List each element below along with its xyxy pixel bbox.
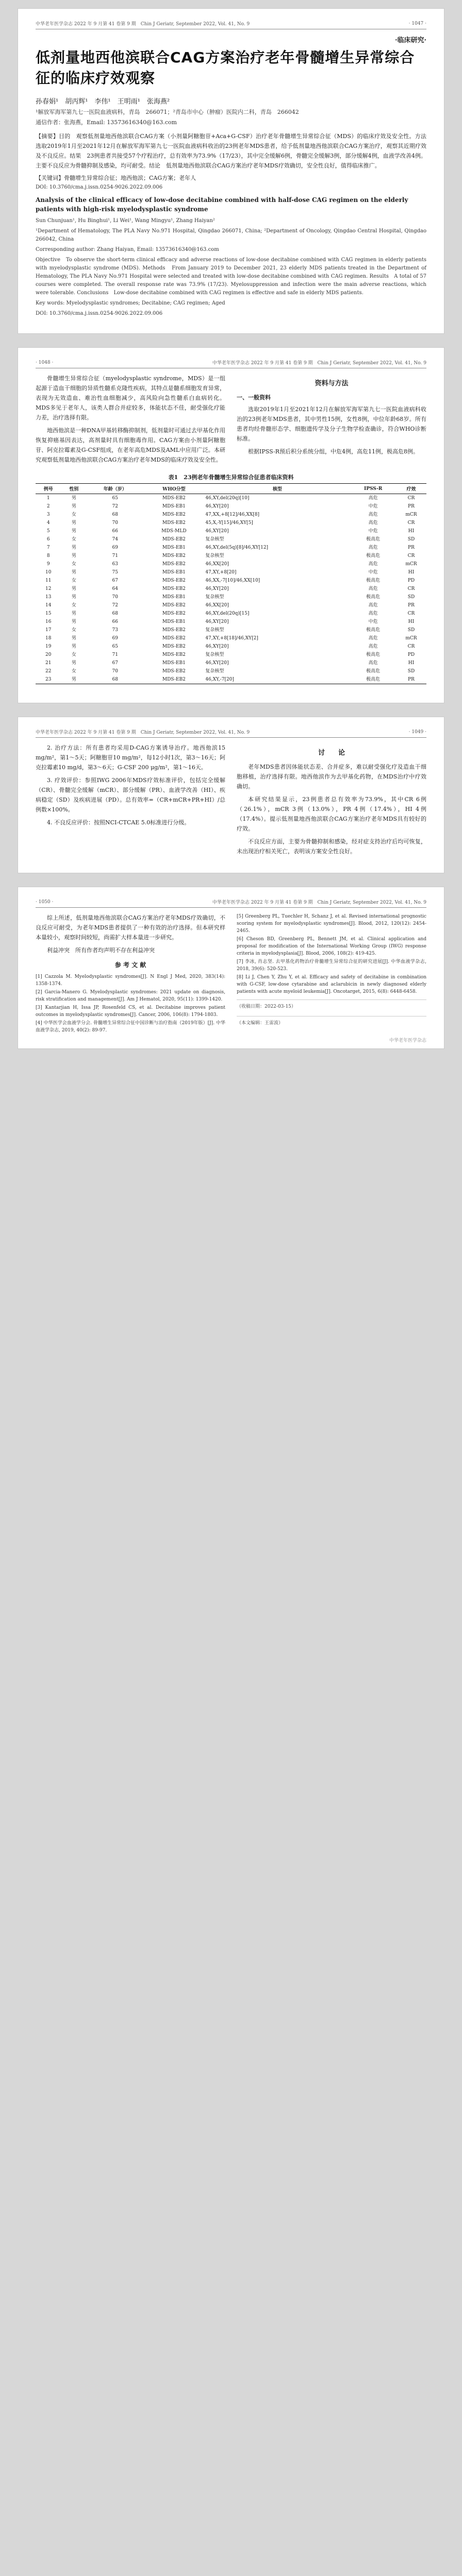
table-cell: MDS-EB1 [162, 619, 186, 624]
body-paragraph: 2. 治疗方法：所有患者均采用D-CAG方案诱导治疗。地西他滨15 mg/m²，第1～5天；阿糖胞苷10 mg/m²，每12小时1次，第3～16天；阿克拉霉素10 mg/d，第3～6天；G-CSF 200 μg/m²，第1～16天。 [36, 744, 225, 771]
english-doi: DOI: 10.3760/cma.j.issn.0254-9026.2022.09.006 [36, 311, 163, 316]
table-cell: 男 [71, 529, 76, 534]
table-body [36, 494, 426, 684]
table-cell: MDS-EB2 [162, 611, 186, 616]
table-cell: 46,XY[20] [205, 586, 229, 591]
table-row [36, 609, 426, 618]
table-cell: 6 [46, 537, 50, 542]
table-cell: 70 [112, 595, 118, 600]
table-cell: 复杂核型 [205, 537, 224, 542]
affiliation: ¹解放军海军第九七一医院血液病科，青岛 266071；²青岛市中心（肿瘤）医院内二科，青岛 266042 [36, 109, 299, 115]
table-row [36, 535, 426, 544]
table-row [36, 642, 426, 651]
table-caption: 表1 23例老年骨髓增生异常综合征患者临床资料 [168, 474, 294, 481]
table-cell: MDS-EB1 [162, 595, 186, 600]
table-cell: 20 [45, 652, 52, 657]
doi-cn: DOI: 10.3760/cma.j.issn.0254-9026.2022.09.006 [36, 184, 163, 190]
table-cell: 男 [71, 570, 76, 575]
two-column-body [36, 743, 426, 859]
table-cell: 67 [112, 578, 118, 583]
section-heading: 讨 论 [318, 749, 345, 757]
table-cell: PR [408, 603, 415, 608]
page-3 [18, 717, 444, 873]
table-cell: 男 [71, 611, 76, 616]
table-cell: 男 [71, 504, 76, 509]
table-cell: HI [408, 570, 415, 575]
table-cell: MDS-EB2 [162, 562, 186, 567]
table-cell: SD [407, 537, 415, 542]
table-header-cell: WHO分型 [143, 484, 204, 494]
table-row [36, 502, 426, 511]
references-heading: 参 考 文 献 [114, 961, 146, 969]
reference-item: [5] Greenberg PL, Tuechler H, Schanz J, et al. Revised international prognostic scoring system for myelodysplastic syndromes[J]. Blood, 2012, 120(12): 2454-2465. [237, 914, 426, 934]
table-cell: 男 [71, 496, 76, 501]
table-cell: 中危 [368, 504, 378, 509]
table-cell: 极高危 [366, 652, 381, 657]
column-right [237, 374, 426, 468]
table-cell: 21 [45, 660, 52, 666]
table-cell: MDS-EB2 [162, 603, 186, 608]
table-cell: 46,XY,del(20q)[10] [205, 496, 250, 501]
table-cell: 中危 [368, 529, 378, 534]
table-cell: 男 [71, 644, 76, 649]
table-cell: 极高危 [350, 675, 396, 684]
table-cell: 高危 [368, 562, 378, 567]
header-right: · 1047 · [408, 21, 426, 26]
table-cell: 16 [45, 619, 52, 624]
table-cell: 女 [71, 603, 76, 608]
table-cell: 男 [71, 636, 76, 641]
article-title: 低剂量地西他滨联合CAG方案治疗老年骨髓增生异常综合征的临床疗效观察 [36, 49, 415, 87]
table-cell: 4 [46, 520, 50, 526]
table-header-cell: 疗效 [396, 484, 426, 494]
header-left: · 1050 · [36, 899, 54, 905]
table-header-cell: 年龄（岁） [87, 484, 143, 494]
table-cell: 女 [71, 537, 76, 542]
table-row [36, 585, 426, 593]
table-cell: MDS-EB2 [162, 636, 186, 641]
references [36, 960, 225, 1034]
corresponding-author: 通信作者：张海燕，Email: 13573616340@163.com [36, 119, 177, 126]
table-cell: 47,XX,+8[12]/46,XX[8] [205, 512, 259, 517]
body-paragraph: 老年MDS患者因体能状态差、合并症多，难以耐受强化疗及造血干细胞移植，治疗选择有限。地西他滨作为去甲基化药物，在MDS治疗中疗效确切。 [237, 764, 426, 790]
table-cell: 46,XY[20] [205, 529, 229, 534]
table-cell: 19 [45, 644, 52, 649]
table-cell: MDS-EB2 [162, 537, 186, 542]
case-table [36, 483, 426, 684]
table-cell: 23 [36, 675, 61, 684]
received-date: （收稿日期：2022-03-15） [237, 999, 426, 1012]
table-cell: 17 [45, 628, 52, 633]
table-cell: MDS-EB2 [162, 496, 186, 501]
table-cell: 66 [112, 619, 118, 624]
table-cell: 高危 [368, 636, 378, 641]
table-row [36, 568, 426, 577]
table-cell: MDS-EB2 [162, 669, 186, 674]
table-header-cell: 例号 [36, 484, 61, 494]
table-cell: MDS-EB1 [162, 504, 186, 509]
table-row [36, 651, 426, 659]
table-cell: 中危 [368, 619, 378, 624]
table-row [36, 667, 426, 675]
table-cell: 68 [87, 675, 143, 684]
table-header-cell: IPSS-R [350, 484, 396, 494]
table-cell: 74 [112, 537, 118, 542]
english-title: Analysis of the clinical efficacy of low-dose decitabine combined with half-dose CAG regimen on the elderly patients with high-risk myelodysplastic syndrome [36, 196, 408, 213]
two-column-body [36, 374, 426, 468]
table-row [36, 519, 426, 527]
header-right: 中华老年医学杂志 2022 年 9 月第 41 卷第 9 期 Chin J Geriatr, September 2022, Vol. 41, No. 9 [212, 361, 426, 366]
english-authors: Sun Chunjuan¹, Hu Binghui¹, Li Wei¹, Wang Mingyu¹, Zhang Haiyan² [36, 218, 215, 224]
table-cell: 极高危 [366, 595, 381, 600]
table-cell: 46,XY[20] [205, 660, 229, 666]
table-cell: 73 [112, 628, 118, 633]
table-cell: 69 [112, 636, 118, 641]
table-cell: 64 [112, 586, 118, 591]
table-cell: HI [408, 619, 415, 624]
table-cell: 67 [112, 660, 118, 666]
table-cell: 复杂核型 [205, 652, 224, 657]
table-cell: CR [407, 520, 415, 526]
table-cell: 女 [71, 669, 76, 674]
table-cell: 72 [112, 603, 118, 608]
table-cell: 2 [46, 504, 50, 509]
reference-item: [2] Garcia-Manero G. Myelodysplastic syndromes: 2021 update on diagnosis, risk stratification and management[J]. Am J Hematol, 2020, 95(11): 1399-1420. [36, 990, 225, 1002]
table-cell: mCR [405, 512, 417, 517]
table-cell: 46,XY,-7[20] [204, 675, 350, 684]
body-paragraph: 地西他滨是一种DNA甲基转移酶抑制剂，低剂量时可通过去甲基化作用恢复抑癌基因表达，高剂量时具有细胞毒作用。CAG方案由小剂量阿糖胞苷、阿克拉霉素及G-CSF组成，在老年高危MDS及AML中应用广泛。本研究观察低剂量地西他滨联合CAG方案治疗老年MDS的临床疗效及安全性。 [36, 427, 225, 463]
table-cell: MDS-EB2 [162, 586, 186, 591]
table-cell: 高危 [368, 644, 378, 649]
column-right [237, 743, 426, 859]
column-left [36, 743, 225, 859]
table-cell: MDS-EB2 [162, 652, 186, 657]
body-paragraph: 综上所述，低剂量地西他滨联合CAG方案治疗老年MDS疗效确切，不良反应可耐受，为老年MDS患者提供了一种有效的治疗选择。但本研究样本量较小，观察时间较短，尚需扩大样本量进一步研究。 [36, 914, 225, 941]
table-cell: MDS-EB1 [162, 570, 186, 575]
header-right: 中华老年医学杂志 2022 年 9 月第 41 卷第 9 期 Chin J Geriatr, September 2022, Vol. 41, No. 9 [212, 900, 426, 905]
subsection-heading: 一、一般资料 [237, 394, 271, 401]
table-row [36, 577, 426, 585]
table-row [36, 494, 426, 503]
table-cell: CR [407, 644, 415, 649]
table-cell: 高危 [368, 520, 378, 526]
running-header [36, 899, 426, 908]
table-cell: 男 [71, 595, 76, 600]
table-cell: HI [408, 529, 415, 534]
authors: 孙春娟¹ 胡丙辉¹ 李伟¹ 王明雨¹ 张海燕² [36, 98, 170, 106]
table-cell: 75 [112, 570, 118, 575]
table-cell: 15 [45, 611, 52, 616]
table-cell: 47,XY,+8[18]/46,XY[2] [205, 636, 258, 641]
table-row [36, 593, 426, 601]
editor-note: （本文编辑：王雷波） [237, 1016, 426, 1028]
table-row [36, 552, 426, 560]
table-cell: 71 [112, 652, 118, 657]
table-cell: 70 [112, 520, 118, 526]
table-cell: MDS-EB1 [162, 545, 186, 550]
table-cell: 极高危 [366, 537, 381, 542]
body-paragraph: 3. 疗效评价：参照IWG 2006年MDS疗效标准评价，包括完全缓解（CR）、骨髓完全缓解（mCR）、部分缓解（PR）、血液学改善（HI）、疾病稳定（SD）及疾病进展（PD）。总有效率=（CR+mCR+PR+HI）/总例数×100%。 [36, 777, 225, 813]
table-cell: 女 [71, 652, 76, 657]
table-header-cell: 性别 [61, 484, 87, 494]
section-heading: 资料与方法 [315, 380, 349, 387]
table-cell: 68 [112, 512, 118, 517]
table-cell: HI [408, 660, 415, 666]
english-corresponding: Corresponding author: Zhang Haiyan, Email: 13573616340@163.com [36, 247, 219, 252]
table-cell: 46,XX[20] [205, 562, 229, 567]
column-left [36, 374, 225, 468]
table-cell: CR [407, 586, 415, 591]
table-cell: MDS-EB2 [162, 520, 186, 526]
table-cell: 45,X,-Y[15]/46,XY[5] [205, 520, 253, 526]
english-keywords: Key words: Myelodysplastic syndromes; Decitabine; CAG regimen; Aged [36, 300, 225, 306]
table-cell: 46,XY,del(20q)[15] [205, 611, 250, 616]
two-column-body [36, 913, 426, 1035]
table-cell: 3 [46, 512, 50, 517]
body-paragraph: 骨髓增生异常综合征（myelodysplastic syndrome，MDS）是一组起源于造血干细胞的异质性髓系克隆性疾病，其特点是髓系细胞发育异常，表现为无效造血、难治性血细胞减少，高风险向急性髓系白血病转化。MDS多见于老年人，该类人群合并症较多，体能状态不佳，耐受强化疗能力差，治疗选择有限。 [36, 375, 225, 421]
page-2 [18, 347, 444, 703]
table-cell: 男 [71, 553, 76, 558]
table-row [36, 659, 426, 667]
table-row [36, 527, 426, 535]
table-cell: 46,XY[20] [205, 504, 229, 509]
table-row [36, 601, 426, 609]
table-cell: 71 [112, 553, 118, 558]
table-cell: CR [407, 553, 415, 558]
table-cell: PR [396, 675, 426, 684]
conflict-of-interest: 利益冲突 所有作者均声明不存在利益冲突 [47, 947, 155, 954]
table-cell: 极高危 [366, 578, 381, 583]
running-header [36, 359, 426, 368]
table-cell: mCR [405, 562, 417, 567]
reference-item: [6] Cheson BD, Greenberg PL, Bennett JM, et al. Clinical application and proposal for modification of the International Working Group (IWG) response criteria in myelodysplasia[J]. Blood, 2006, 108(2): 419-425. [237, 937, 426, 956]
table-cell: 高危 [368, 545, 378, 550]
table-cell: PR [408, 504, 415, 509]
table-cell: 65 [112, 644, 118, 649]
table-cell: 极高危 [366, 553, 381, 558]
reference-item: [8] Li J, Chen Y, Zhu Y, et al. Efficacy and safety of decitabine in combination with G-CSF, low-dose cytarabine and aclarubicin in newly diagnosed elderly patients with acute myeloid leukemia[J]. Oncotarget, 2015, 6(8): 6448-6458. [237, 975, 426, 994]
table-cell: 14 [45, 603, 52, 608]
running-header [36, 728, 426, 738]
table-cell: 高危 [368, 660, 378, 666]
table-cell: mCR [405, 636, 417, 641]
table-cell: 男 [71, 619, 76, 624]
table-cell: 复杂核型 [205, 628, 224, 633]
table-cell: 22 [45, 669, 52, 674]
table-cell: 男 [71, 586, 76, 591]
table-cell: 高危 [368, 611, 378, 616]
table-cell: 中危 [368, 570, 378, 575]
header-left: 中华老年医学杂志 2022 年 9 月第 41 卷第 9 期 Chin J Geriatr, September 2022, Vol. 41, No. 9 [36, 22, 250, 27]
table-cell: 女 [71, 562, 76, 567]
body-paragraph: 本研究结果显示，23例患者总有效率为73.9%，其中CR 6例（26.1%），mCR 3例（13.0%），PR 4例（17.4%），HI 4例（17.4%）。提示低剂量地西他滨联合CAG方案治疗老年MDS具有较好的疗效。 [237, 796, 426, 832]
table-cell: 7 [46, 545, 50, 550]
table-cell: 8 [46, 553, 50, 558]
table-cell: 男 [61, 675, 87, 684]
table-row [36, 544, 426, 552]
section-tag: ·临床研究· [394, 37, 426, 44]
table-cell: 男 [71, 545, 76, 550]
table-cell: 极高危 [366, 669, 381, 674]
table-cell: 72 [112, 504, 118, 509]
header-left: 中华老年医学杂志 2022 年 9 月第 41 卷第 9 期 Chin J Geriatr, September 2022, Vol. 41, No. 9 [36, 730, 250, 735]
table-cell: 46,XX,-7[10]/46,XX[10] [205, 578, 260, 583]
table-cell: MDS-EB2 [162, 512, 186, 517]
keywords-cn: 【关键词】骨髓增生异常综合征；地西他滨；CAG方案；老年人 [36, 175, 196, 181]
table-cell: 5 [46, 529, 50, 534]
table-cell: 1 [46, 496, 50, 501]
header-left: · 1048 · [36, 360, 54, 365]
table-cell: 63 [112, 562, 118, 567]
column-left [36, 913, 225, 1035]
table-cell: 复杂核型 [205, 669, 224, 674]
table-cell: 11 [45, 578, 52, 583]
reference-item: [7] 李冰, 肖志坚. 去甲基化药物治疗骨髓增生异常综合征的研究进展[J]. 中华血液学杂志, 2018, 39(6): 520-523. [237, 959, 426, 972]
page-1 [18, 8, 444, 334]
table-cell: MDS-EB2 [162, 553, 186, 558]
table-header-cell: 核型 [204, 484, 350, 494]
table-cell: SD [407, 628, 415, 633]
table-cell: 69 [112, 545, 118, 550]
table-row [36, 675, 426, 684]
english-affiliation: ¹Department of Hematology, The PLA Navy No.971 Hospital, Qingdao 266071, China; ²Department of Oncology, Qingdao Central Hospital, Qingdao 266042, China [36, 228, 426, 242]
body-paragraph: 4. 不良反应评价：按照NCI-CTCAE 5.0标准进行分级。 [47, 819, 190, 826]
table-cell: 13 [45, 595, 52, 600]
table-cell: 46,XY[20] [205, 619, 229, 624]
table-cell: CR [407, 496, 415, 501]
column-right [237, 913, 426, 1035]
body-paragraph: 根据IPSS-R预后积分系统分组，中危4例，高危11例，极高危8例。 [248, 448, 419, 455]
table-cell: 复杂核型 [205, 595, 224, 600]
table-cell: 9 [46, 562, 50, 567]
table-row [36, 511, 426, 519]
table-cell: 47,XY,+8[20] [205, 570, 237, 575]
table-cell: 高危 [368, 603, 378, 608]
body-paragraph: 选取2019年1月至2021年12月在解放军海军第九七一医院血液病科收治的23例老年MDS患者，其中男性15例，女性8例，中位年龄68岁。所有患者均经骨髓形态学、细胞遗传学及分子生物学检查确诊，符合WHO诊断标准。 [237, 406, 426, 442]
table-cell: CR [407, 611, 415, 616]
reference-item: [1] Cazzola M. Myelodysplastic syndromes[J]. N Engl J Med, 2020, 383(14): 1358-1374. [36, 974, 225, 987]
table-cell: MDS-EB2 [162, 644, 186, 649]
table-cell: 女 [71, 512, 76, 517]
table-cell: 66 [112, 529, 118, 534]
table-cell: 高危 [368, 586, 378, 591]
table-cell: 10 [45, 570, 52, 575]
table-cell: 女 [71, 578, 76, 583]
table-row [36, 560, 426, 568]
table-cell: MDS-MLD [161, 529, 187, 534]
table-cell: 65 [112, 496, 118, 501]
table-cell: 70 [112, 669, 118, 674]
body-paragraph: 不良反应方面，主要为骨髓抑制和感染，经对症支持治疗后均可恢复，未出现治疗相关死亡，表明该方案安全性良好。 [237, 838, 426, 855]
page-4 [18, 887, 444, 1049]
table-cell: 18 [45, 636, 52, 641]
table-cell: MDS-EB2 [162, 628, 186, 633]
table-cell: 男 [71, 660, 76, 666]
table-cell: 46,XX[20] [205, 603, 229, 608]
abstract-cn: 【摘要】目的 观察低剂量地西他滨联合CAG方案（小剂量阿糖胞苷+Aca+G-CSF）治疗老年骨髓增生异常综合征（MDS）的临床疗效及安全性。方法 选取2019年1月至2021年12月在解放军海军第九七一医院血液病科收治的23例老年MDS患者，给予低剂量地西他滨联合CAG方案治疗，观察其近期疗效及不良反应。结果 23例患者共接受57个疗程治疗，总有效率为73.9%（17/23），其中完全缓解6例，骨髓完全缓解3例，部分缓解4例，血液学改善4例。主要不良反应为骨髓抑制及感染，均可耐受。结论 低剂量地西他滨联合CAG方案治疗老年MDS疗效确切，安全性良好，值得临床推广。 [36, 133, 432, 169]
table-row [36, 618, 426, 626]
table-cell: 46,XY,del(5q)[8]/46,XY[12] [205, 545, 269, 550]
table-header-row [36, 484, 426, 494]
table-cell: MDS-EB2 [162, 578, 186, 583]
running-header [36, 20, 426, 29]
reference-item: [4] 中华医学会血液学分会. 骨髓增生异常综合征中国诊断与治疗指南（2019年版）[J]. 中华血液学杂志, 2019, 40(2): 89-97. [36, 1021, 225, 1033]
table-cell: PD [407, 578, 415, 583]
table-cell: 46,XY[20] [205, 644, 229, 649]
table-cell: PD [407, 652, 415, 657]
table-cell: 男 [71, 520, 76, 526]
table-cell: 68 [112, 611, 118, 616]
table-cell: 高危 [368, 496, 378, 501]
table-row [36, 626, 426, 634]
table-cell: 极高危 [366, 628, 381, 633]
table-cell: MDS-EB2 [143, 675, 204, 684]
watermark: 中华老年医学杂志 [389, 1038, 426, 1043]
table-cell: 高危 [368, 512, 378, 517]
table-cell: 复杂核型 [205, 553, 224, 558]
table-cell: 女 [71, 628, 76, 633]
table-cell: PR [408, 545, 415, 550]
english-abstract: Objective To observe the short-term clinical efficacy and adverse reactions of low-dose decitabine combined with CAG regimen in elderly patients with myelodysplastic syndrome (MDS). Methods From January 2019 to December 2021, 23 elderly MDS patients treated in the Department of Hematology, The PLA Navy No.971 Hospital were selected and treated with low-dose decitabine combined with CAG regimen. Results A total of 57 courses were completed. The overall response rate was 73.9% (17/23). Myelosuppression and infection were the main adverse reactions, which were tolerable. Conclusions Low-dose decitabine combined with CAG regimen is effective and safe in elderly MDS patients. [36, 257, 426, 296]
table-cell: MDS-EB1 [162, 660, 186, 666]
table-cell: SD [407, 595, 415, 600]
table-cell: SD [407, 669, 415, 674]
header-right: · 1049 · [408, 729, 426, 735]
reference-item: [3] Kantarjian H, Issa JP, Rosenfeld CS, et al. Decitabine improves patient outcomes in myelodysplastic syndromes[J]. Cancer, 2006, 106(8): 1794-1803. [36, 1005, 225, 1018]
table-cell: 12 [45, 586, 52, 591]
table-row [36, 634, 426, 642]
